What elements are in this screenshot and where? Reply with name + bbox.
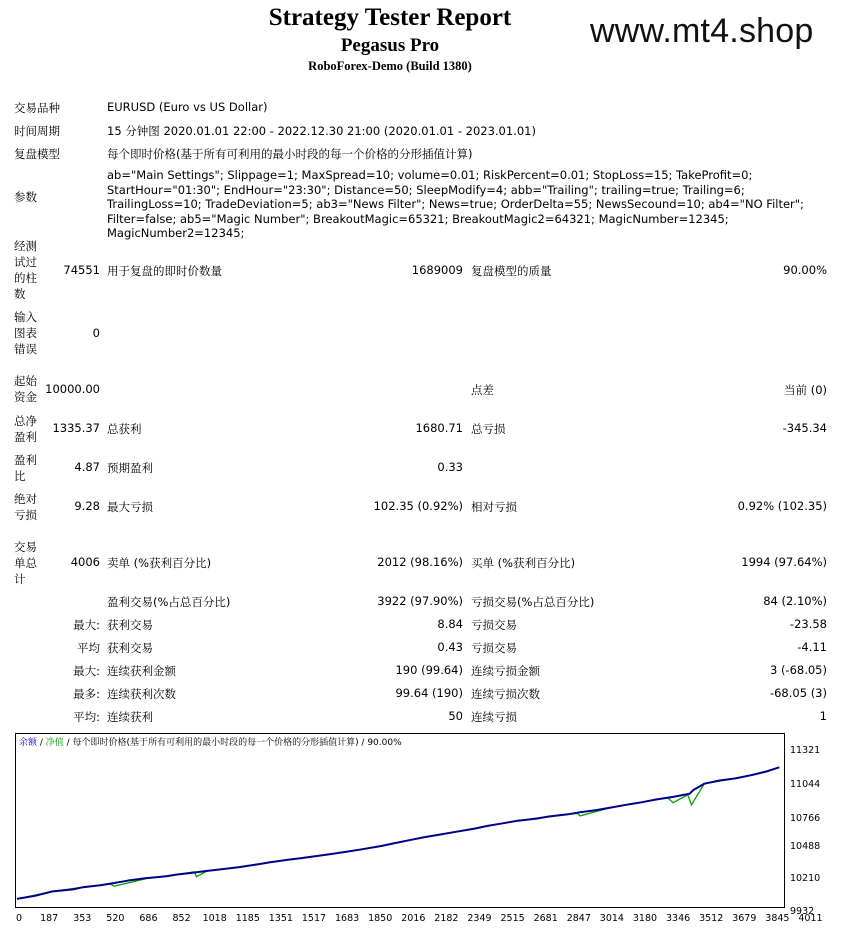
consec-losses-amount-value: 3 (-68.05) xyxy=(769,663,827,677)
average-loss-label: 亏损交易 xyxy=(471,641,517,655)
ticks-value: 1689009 xyxy=(411,263,463,277)
x-tick-label: 187 xyxy=(40,913,59,924)
bars-value: 74551 xyxy=(63,263,100,277)
ea-name: Pegasus Pro xyxy=(340,35,440,56)
largest-loss-value: -23.58 xyxy=(789,617,827,631)
gross-profit-value: 1680.71 xyxy=(415,421,463,435)
expected-payoff-label: 预期盈利 xyxy=(107,461,153,475)
x-tick-label: 686 xyxy=(139,913,158,924)
x-tick-label: 2515 xyxy=(500,913,525,924)
largest-profit-value: 8.84 xyxy=(437,617,463,631)
avg-consec-label: 平均: xyxy=(73,710,100,724)
x-tick-label: 2681 xyxy=(533,913,558,924)
quality-label: 复盘模型的质量 xyxy=(471,264,552,278)
x-tick-label: 1850 xyxy=(368,913,393,924)
average-loss-value: -4.11 xyxy=(797,640,827,654)
model-value: 每个即时价格(基于所有可利用的最小时段的每一个价格的分形插值计算) xyxy=(107,147,473,161)
max-drawdown-label: 最大亏损 xyxy=(107,500,153,514)
watermark: www.mt4.shop xyxy=(590,12,814,50)
x-tick-label: 852 xyxy=(172,913,191,924)
loss-trades-label: 亏损交易(%占总百分比) xyxy=(471,595,595,609)
legend-sep: / xyxy=(37,738,46,748)
x-tick-label: 1517 xyxy=(301,913,327,924)
total-trades-label: 交易单总计 xyxy=(14,540,37,586)
consec-wins-amount-value: 190 (99.64) xyxy=(395,663,463,677)
max-consec-amount-label: 最大: xyxy=(73,664,100,678)
balance-chart xyxy=(15,733,785,908)
net-profit-value: 1335.37 xyxy=(52,421,100,435)
x-tick-label: 3346 xyxy=(666,913,691,924)
bars-label: 经测试过的柱数 xyxy=(14,239,37,301)
gross-loss-label: 总亏损 xyxy=(471,422,506,436)
x-tick-label: 3014 xyxy=(599,913,624,924)
parameters-label: 参数 xyxy=(14,190,37,204)
x-tick-label: 3180 xyxy=(632,913,658,924)
x-tick-label: 1018 xyxy=(202,913,227,924)
average-profit-value: 0.43 xyxy=(437,640,463,654)
largest-loss-label: 亏损交易 xyxy=(471,618,517,632)
legend-rest: / 每个即时价格(基于所有可利用的最小时段的每一个价格的分形插值计算) / 90.00% xyxy=(63,738,402,748)
largest-label: 最大: xyxy=(73,618,100,632)
x-tick-label: 3679 xyxy=(732,913,757,924)
chart-legend xyxy=(19,735,402,748)
x-tick-label: 520 xyxy=(106,913,125,924)
errors-label: 输入图表错误 xyxy=(14,310,37,356)
y-tick-label: 11321 xyxy=(790,745,821,756)
avg-consec-losses-label: 连续亏损 xyxy=(471,710,517,724)
x-tick-label: 3845 xyxy=(765,913,790,924)
max-consec-count-label: 最多: xyxy=(73,687,100,701)
y-tick-label: 11044 xyxy=(790,779,821,790)
symbol-value: EURUSD (Euro vs US Dollar) xyxy=(107,100,268,114)
largest-profit-label: 获利交易 xyxy=(107,618,153,632)
abs-drawdown-label: 绝对亏损 xyxy=(14,492,37,522)
y-tick-label: 9932 xyxy=(790,906,815,917)
rel-drawdown-label: 相对亏损 xyxy=(471,500,517,514)
spread-value: 当前 (0) xyxy=(784,383,827,397)
y-tick-label: 10766 xyxy=(790,813,821,824)
ticks-label: 用于复盘的即时价数量 xyxy=(107,264,222,278)
avg-consec-wins-label: 连续获利 xyxy=(107,710,153,724)
x-tick-label: 0 xyxy=(16,913,23,924)
y-tick-label: 10488 xyxy=(790,841,821,852)
consec-wins-count-label: 连续获利次数 xyxy=(107,687,176,701)
avg-consec-wins-value: 50 xyxy=(448,709,463,723)
consec-losses-count-value: -68.05 (3) xyxy=(769,686,827,700)
report-title: Strategy Tester Report xyxy=(268,4,512,31)
consec-wins-count-value: 99.64 (190) xyxy=(395,686,463,700)
consec-losses-count-label: 连续亏损次数 xyxy=(471,687,540,701)
errors-value: 0 xyxy=(92,326,100,340)
period-value: 15 分钟图 2020.01.01 22:00 - 2022.12.30 21:00 (2020.01.01 - 2023.01.01) xyxy=(107,124,536,138)
deposit-value: 10000.00 xyxy=(45,382,100,396)
profit-factor-value: 4.87 xyxy=(74,460,100,474)
loss-trades-value: 84 (2.10%) xyxy=(763,594,827,608)
x-tick-label: 1683 xyxy=(335,913,360,924)
x-tick-label: 2016 xyxy=(401,913,426,924)
x-tick-label: 2182 xyxy=(434,913,459,924)
max-drawdown-value: 102.35 (0.92%) xyxy=(373,499,463,513)
expected-payoff-value: 0.33 xyxy=(437,460,463,474)
average-label: 平均 xyxy=(77,641,100,655)
spread-label: 点差 xyxy=(471,383,494,397)
x-tick-label: 2847 xyxy=(566,913,591,924)
balance-chart-svg xyxy=(16,734,784,907)
long-positions-label: 买单 (%获利百分比) xyxy=(471,556,576,570)
x-tick-label: 1185 xyxy=(235,913,260,924)
model-label: 复盘模型 xyxy=(14,147,60,161)
consec-wins-amount-label: 连续获利金额 xyxy=(107,664,176,678)
quality-value: 90.00% xyxy=(783,263,827,277)
long-positions-value: 1994 (97.64%) xyxy=(741,555,827,569)
x-tick-label: 3512 xyxy=(699,913,724,924)
legend-balance: 余额 xyxy=(19,738,38,748)
parameters-value: ab="Main Settings"; Slippage=1; MaxSpread=10; volume=0.01; RiskPercent=0.01; StopLoss=15; TakeProfit=0; StartHour="01:30"; EndHour="23:30"; Distance=50; SleepModify=4; abb="Trailing"; trailing=true; Trailing=6; TrailingLoss=10; TradeDeviation=5; ab3="News Filter"; News=true; OrderDelta=55; NewsSecound=10; ab4="NO Filter"; Filter=false; ab5="Magic Number"; BreakoutMagic=65321; BreakoutMagic2=64321; MagicNumber=12345; MagicNumber2=12345; xyxy=(107,168,804,240)
gross-loss-value: -345.34 xyxy=(782,421,827,435)
period-label: 时间周期 xyxy=(14,124,60,138)
server-build: RoboForex-Demo (Build 1380) xyxy=(308,59,472,73)
report-header xyxy=(0,0,847,80)
profit-factor-label: 盈利比 xyxy=(14,453,37,483)
legend-equity: 净值 xyxy=(45,738,64,748)
x-tick-label: 2349 xyxy=(467,913,492,924)
profit-trades-label: 盈利交易(%占总百分比) xyxy=(107,595,231,609)
average-profit-label: 获利交易 xyxy=(107,641,153,655)
symbol-label: 交易品种 xyxy=(14,101,60,115)
balance-line xyxy=(17,767,779,899)
profit-trades-value: 3922 (97.90%) xyxy=(377,594,463,608)
short-positions-label: 卖单 (%获利百分比) xyxy=(107,556,212,570)
x-tick-label: 1351 xyxy=(268,913,293,924)
consec-losses-amount-label: 连续亏损金额 xyxy=(471,664,540,678)
avg-consec-losses-value: 1 xyxy=(819,709,827,723)
deposit-label: 起始资金 xyxy=(14,374,37,404)
y-tick-label: 10210 xyxy=(790,873,821,884)
net-profit-label: 总净盈利 xyxy=(14,414,37,444)
gross-profit-label: 总获利 xyxy=(107,422,142,436)
x-tick-label: 353 xyxy=(73,913,92,924)
short-positions-value: 2012 (98.16%) xyxy=(377,555,463,569)
abs-drawdown-value: 9.28 xyxy=(74,499,100,513)
total-trades-value: 4006 xyxy=(70,555,100,569)
x-tick-label: 4011 xyxy=(798,913,823,924)
rel-drawdown-value: 0.92% (102.35) xyxy=(737,499,827,513)
